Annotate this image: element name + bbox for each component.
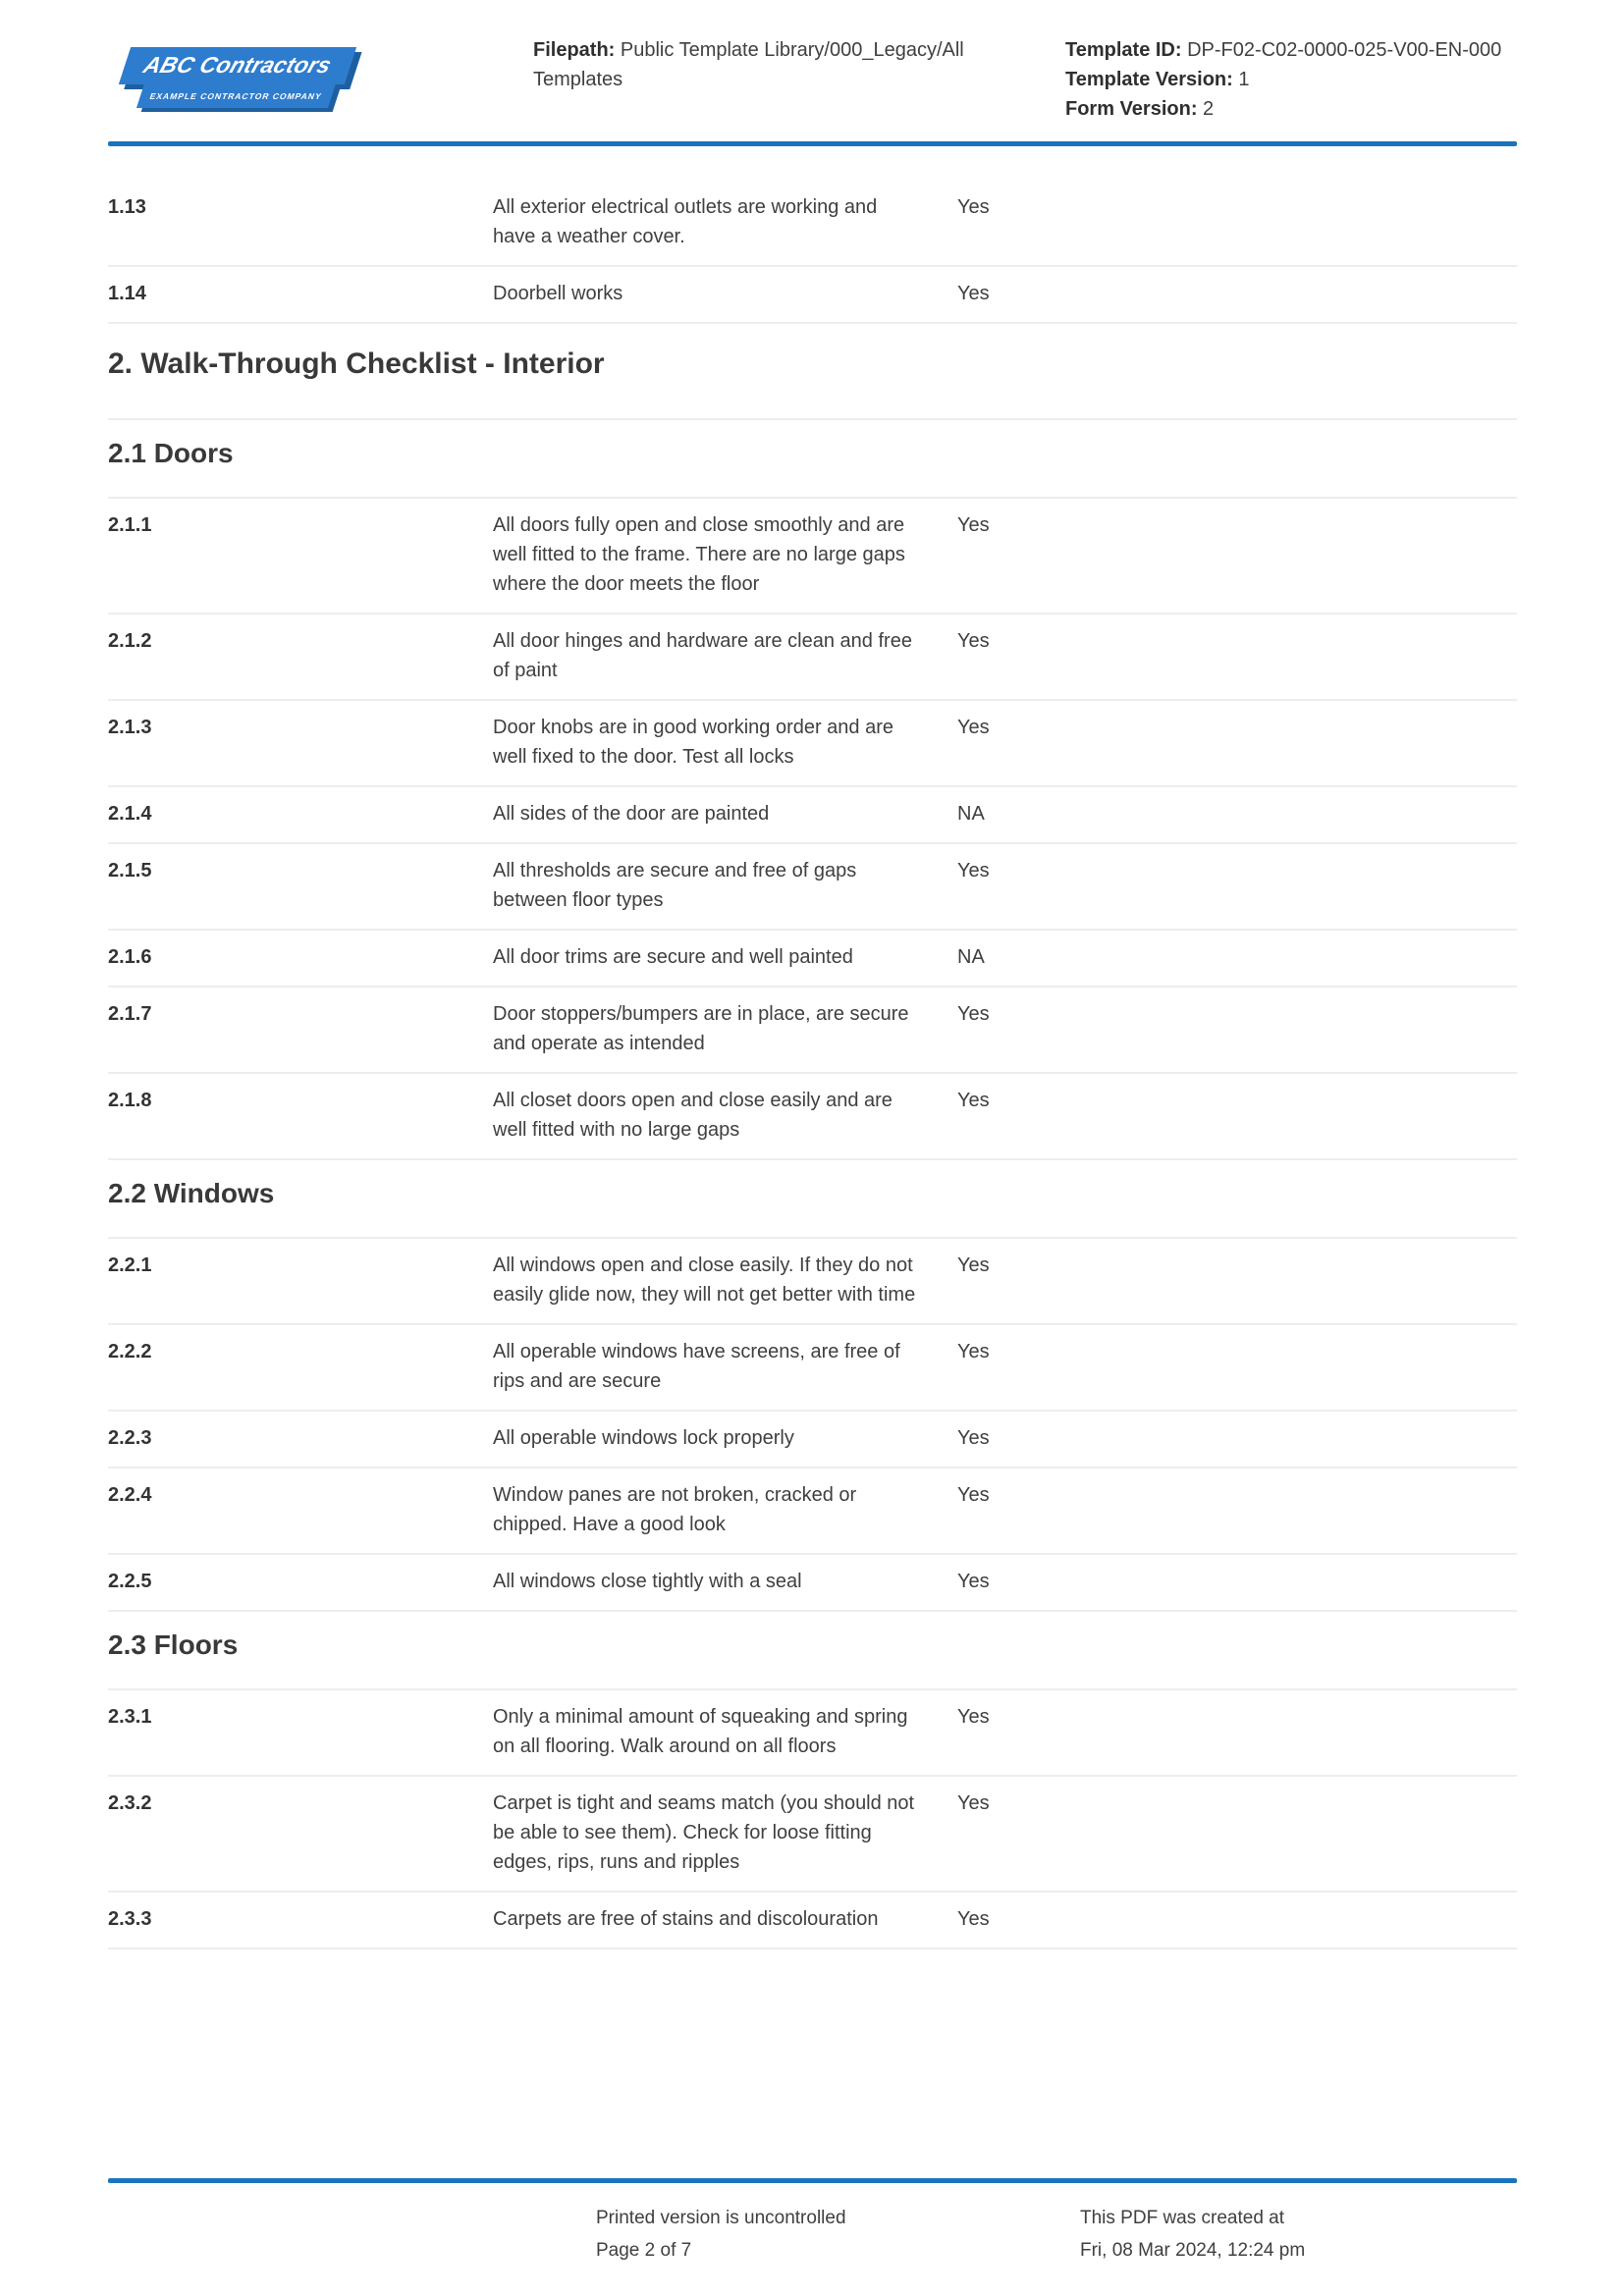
item-question: All exterior electrical outlets are working and have a weather cover. [493,196,878,247]
page-number: Page 2 of 7 [596,2240,692,2261]
item-question: All operable windows have screens, are free of rips and are secure [493,1341,900,1392]
footer-right [1080,2202,1305,2267]
item-answer: Yes [957,1792,990,1814]
created-datetime: Fri, 08 Mar 2024, 12:24 pm [1080,2240,1306,2261]
item-answer: NA [957,803,985,825]
item-number: 2.1.4 [108,803,152,825]
item-question: All windows close tightly with a seal [493,1571,802,1592]
item-question: Carpet is tight and seams match (you should not be able to see them). Check for loose fitting edges, rips, runs and ripples [493,1792,915,1873]
subsection-title: 2.2 Windows [108,1178,275,1208]
item-question: All operable windows lock properly [493,1427,794,1449]
item-answer: Yes [957,283,990,304]
logo-subtitle: EXAMPLE CONTRACTOR COMPANY [148,91,324,101]
logo-title: ABC Contractors [140,52,336,78]
item-question: All doors fully open and close smoothly and are well fitted to the frame. There are no large gaps where the door meets the floor [493,514,905,595]
item-number: 2.1.5 [108,860,152,881]
table-row [108,267,1517,324]
item-question: Door stoppers/bumpers are in place, are secure and operate as intended [493,1003,909,1054]
item-answer: Yes [957,1090,990,1111]
item-answer: Yes [957,1003,990,1025]
item-answer: Yes [957,860,990,881]
item-number: 2.1.6 [108,946,152,968]
template-version-line [1065,65,1576,94]
subsection-title: 2.1 Doors [108,438,234,468]
item-answer: Yes [957,1255,990,1276]
item-number: 2.1.7 [108,1003,152,1025]
filepath-label: Filepath: [533,39,616,61]
template-version-value: 1 [1238,69,1250,90]
item-question: Doorbell works [493,283,623,304]
subsection-heading [108,1160,1517,1239]
form-version-line [1065,94,1576,124]
item-question: All sides of the door are painted [493,803,770,825]
item-question: All windows open and close easily. If they do not easily glide now, they will not get better with time [493,1255,916,1306]
created-note: This PDF was created at [1080,2208,1285,2228]
subsection-title: 2.3 Floors [108,1629,239,1660]
table-row [108,787,1517,844]
item-number: 2.1.2 [108,630,152,652]
form-version-value: 2 [1203,98,1215,120]
item-answer: Yes [957,630,990,652]
item-number: 2.2.5 [108,1571,152,1592]
table-row [108,1325,1517,1412]
header-meta [1065,35,1576,124]
form-version-label: Form Version: [1065,98,1198,120]
template-id-line [1065,35,1576,65]
item-question: All thresholds are secure and free of gaps between floor types [493,860,857,911]
item-answer: Yes [957,1427,990,1449]
subsection-heading [108,1612,1517,1690]
item-answer: Yes [957,1484,990,1506]
item-question: All door hinges and hardware are clean and free of paint [493,630,912,681]
table-row [108,499,1517,614]
section-heading [108,324,1517,420]
item-number: 2.1.8 [108,1090,152,1111]
logo-banner [119,47,356,84]
table-row [108,1239,1517,1325]
table-row [108,1690,1517,1777]
checklist [108,181,1517,1949]
printed-note: Printed version is uncontrolled [596,2208,846,2228]
item-number: 1.13 [108,196,146,218]
table-row [108,1412,1517,1468]
template-version-label: Template Version: [1065,69,1233,90]
item-answer: Yes [957,196,990,218]
table-row [108,931,1517,988]
item-number: 1.14 [108,283,146,304]
header-filepath [533,35,995,94]
table-row [108,844,1517,931]
item-question: Window panes are not broken, cracked or chipped. Have a good look [493,1484,857,1535]
table-row [108,614,1517,701]
table-row [108,1893,1517,1949]
logo-sub-banner [136,83,336,108]
item-answer: Yes [957,1706,990,1728]
template-id-label: Template ID: [1065,39,1182,61]
item-number: 2.3.3 [108,1908,152,1930]
subsection-heading [108,420,1517,499]
company-logo [115,47,336,108]
item-question: Carpets are free of stains and discolouration [493,1908,879,1930]
table-row [108,1468,1517,1555]
table-row [108,181,1517,267]
item-question: Only a minimal amount of squeaking and spring on all flooring. Walk around on all floors [493,1706,908,1757]
item-answer: Yes [957,717,990,738]
table-row [108,1777,1517,1893]
item-answer: Yes [957,1341,990,1362]
item-number: 2.2.3 [108,1427,152,1449]
table-row [108,1074,1517,1160]
table-row [108,701,1517,787]
section-title: 2. Walk-Through Checklist - Interior [108,347,605,380]
template-id-value: DP-F02-C02-0000-025-V00-EN-000 [1187,39,1502,61]
item-number: 2.2.1 [108,1255,152,1276]
item-answer: Yes [957,1908,990,1930]
item-number: 2.2.4 [108,1484,152,1506]
footer-divider-rule [108,2178,1517,2183]
item-number: 2.3.1 [108,1706,152,1728]
item-number: 2.1.1 [108,514,152,536]
table-row [108,1555,1517,1612]
item-question: All door trims are secure and well painted [493,946,853,968]
item-answer: Yes [957,514,990,536]
header-divider-rule [108,141,1517,146]
footer-left [596,2202,846,2267]
item-answer: Yes [957,1571,990,1592]
filepath-value: Public Template Library/000_Legacy/All Templates [533,39,964,90]
item-answer: NA [957,946,985,968]
item-question: Door knobs are in good working order and are well fixed to the door. Test all locks [493,717,894,768]
item-number: 2.1.3 [108,717,152,738]
item-number: 2.2.2 [108,1341,152,1362]
item-question: All closet doors open and close easily and are well fitted with no large gaps [493,1090,893,1141]
table-row [108,988,1517,1074]
item-number: 2.3.2 [108,1792,152,1814]
